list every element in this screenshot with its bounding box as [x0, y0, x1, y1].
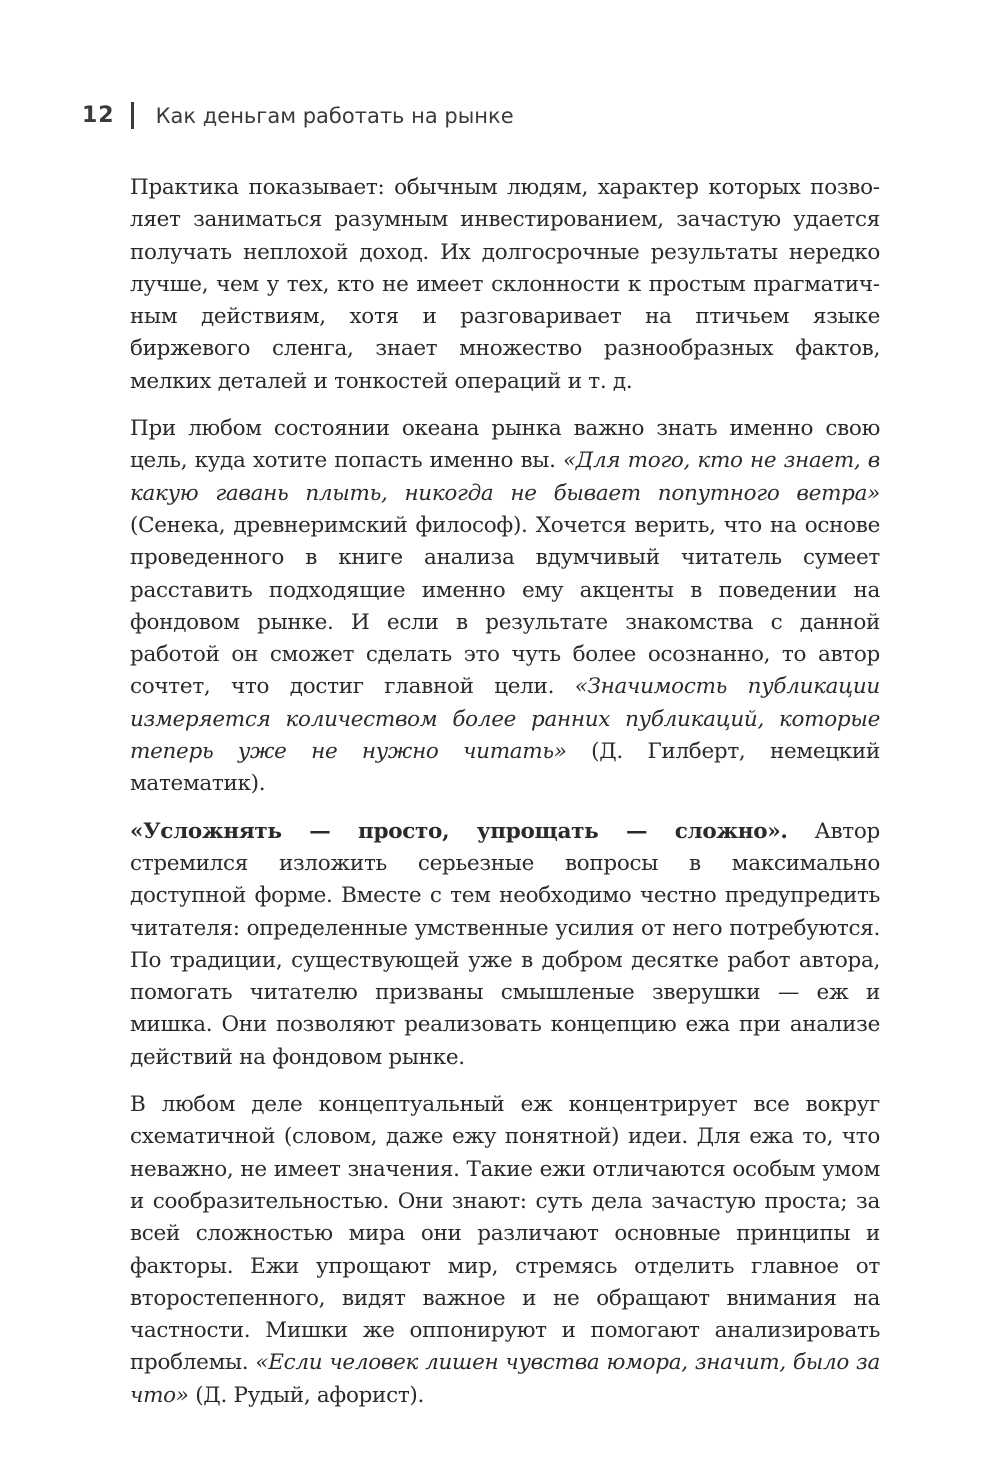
paragraph-1-text: Практика показывает: обычным людям, характер которых позволяет заниматься разумным инвестированием, зачастую удается получать неплохой доход. Их долгосрочные результаты нередко лучше, чем у тех, кто не имеет склонности к простым прагматичным действиям, хотя и разговаривает на птичьем языке биржевого сленга, знает множество разнообразных фактов, мелких деталей и тонкостей операций и т. д. [130, 175, 880, 394]
running-title: Как деньгам работать на рынке [155, 103, 514, 128]
paragraph-2-text-c: (Д. Гилберт, немецкий математик). [130, 739, 880, 797]
quote-seneca: «Для того, кто не знает, в какую гавань плыть, никогда не бывает попутного ветра» [130, 448, 880, 506]
paragraph-1 [130, 172, 880, 398]
paragraph-4-text-a: В любом деле концептуальный еж концентрирует все вокруг схематичной (словом, даже ежу понятной) идеи. Для ежа то, что неважно, не имеет значения. Такие ежи отличаются особым умом и сообразительностью. Они знают: суть дела зачастую проста; за всей сложностью мира они различают основные принципы и факторы. Ежи упрощают мир, стремясь отделить главное от второстепенного, видят важное и не обращают внимания на частности. Мишки же оппонируют и помогают анализировать проблемы. [130, 1092, 880, 1376]
bold-maxim: «Усложнять — просто, упрощать — сложно». [130, 818, 788, 844]
paragraph-3 [130, 816, 880, 1074]
body-text [130, 172, 880, 1427]
paragraph-2-text-b: (Сенека, древнеримский философ). Хочется верить, что на основе проведенного в книге анализа вдумчивый читатель сумеет расставить подходящие именно ему акценты в поведении на фондовом рынке. И если в результате знакомства с данной работой он сможет сделать это чуть более осознанно, то автор сочтет, что достиг главной цели. [130, 512, 880, 700]
page-header [82, 102, 514, 129]
quote-hilbert: «Значимость публикации измеряется количеством более ранних публикаций, которые теперь уже не нужно читать» [130, 674, 880, 765]
quote-rudyi: «Если человек лишен чувства юмора, значит, было за что» [130, 1350, 880, 1408]
paragraph-3-text: Автор стремился изложить серьезные вопросы в максимально доступной форме. Вместе с тем необходимо честно предупредить читателя: определенные умственные усилия от него потребуются. По традиции, существующей уже в добром десятке работ автора, помогать читателю призваны смышленые зверушки — еж и мишка. Они позволяют реализовать концепцию ежа при анализе действий на фондовом рынке. [130, 818, 880, 1070]
paragraph-2 [130, 413, 880, 801]
header-separator [131, 102, 134, 129]
paragraph-4 [130, 1089, 880, 1412]
page-number: 12 [82, 103, 115, 128]
paragraph-2-text-a: При любом состоянии океана рынка важно знать именно свою цель, куда хотите попасть именно вы. [130, 416, 880, 474]
paragraph-4-text-b: (Д. Рудый, афорист). [188, 1382, 425, 1408]
